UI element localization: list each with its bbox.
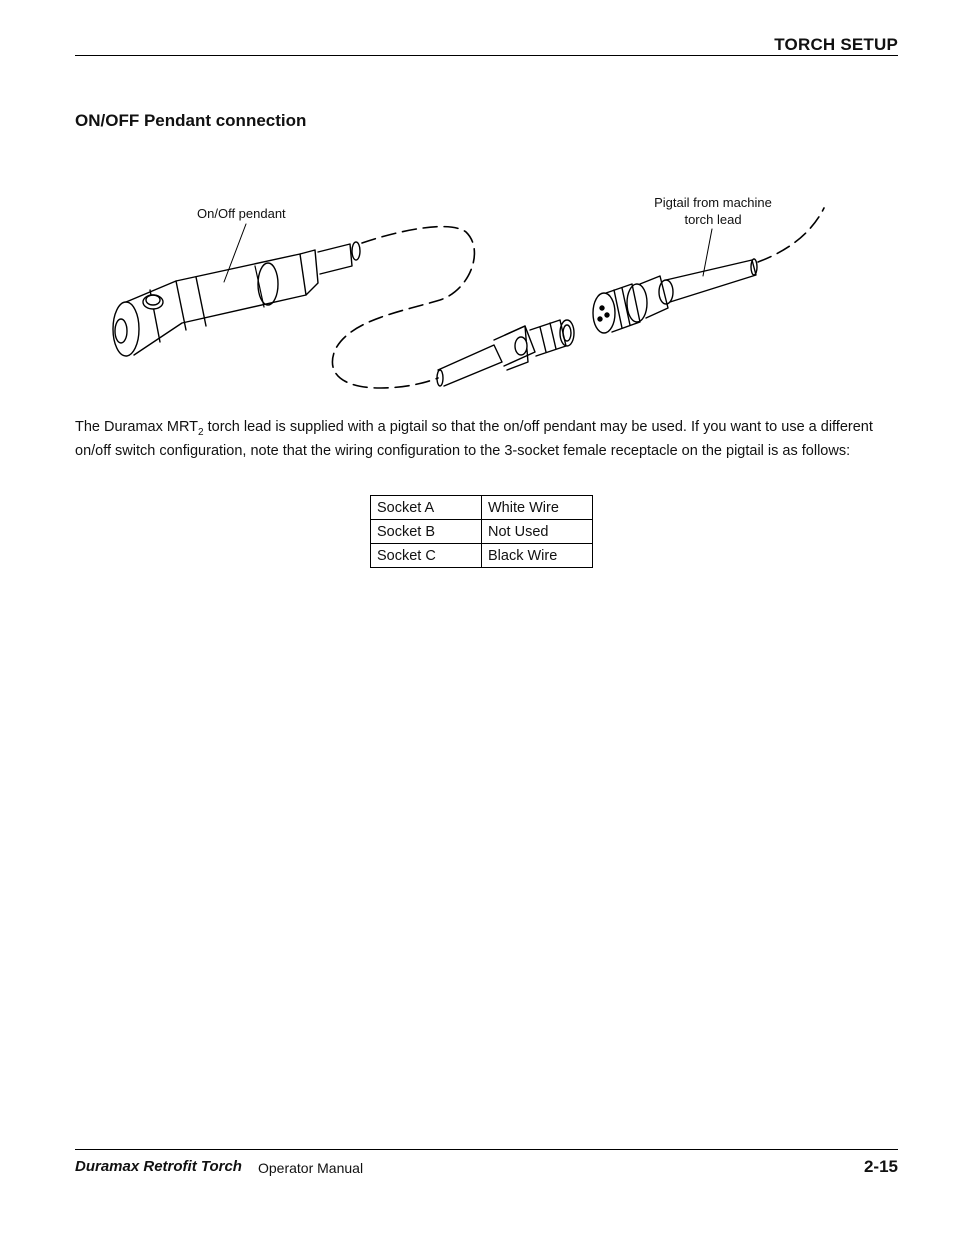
on-off-pendant-drawing <box>113 242 360 356</box>
socket-cell: Socket C <box>371 544 482 568</box>
footer-manual-title: Duramax Retrofit Torch <box>75 1158 242 1175</box>
male-connector-drawing <box>437 320 574 386</box>
body-text-part2: torch lead is supplied with a pigtail so that the on/off pendant may be used. If you want to use a different on/off switch configuration, note that the wiring configuration to the 3-socket female receptacle on the pigtail is as follows: <box>75 419 873 459</box>
page-heading: ON/OFF Pendant connection <box>75 111 307 130</box>
body-text-part1: The Duramax MRT <box>75 419 199 435</box>
body-paragraph <box>75 418 901 461</box>
footer-rule <box>75 1149 898 1150</box>
section-title: TORCH SETUP <box>774 35 898 54</box>
socket-cell: Socket A <box>371 496 482 520</box>
body-text-subscript: 2 <box>198 426 204 438</box>
wire-cell: Black Wire <box>482 544 593 568</box>
wire-cell: Not Used <box>482 520 593 544</box>
page-number: 2-15 <box>863 1157 898 1176</box>
callout-pigtail-line2: torch lead <box>684 212 742 227</box>
pigtail-cord-dashed <box>758 208 824 262</box>
pendant-leader-line <box>224 224 246 282</box>
socket-cell: Socket B <box>371 520 482 544</box>
header-rule <box>75 55 898 56</box>
table-row <box>371 496 593 520</box>
table-row <box>371 544 593 568</box>
wire-cell: White Wire <box>482 496 593 520</box>
footer-manual-subtitle: Operator Manual <box>258 1160 364 1176</box>
wiring-table <box>370 495 593 568</box>
callout-pigtail-line1: Pigtail from machine <box>654 195 772 210</box>
callout-on-off-pendant: On/Off pendant <box>197 206 286 221</box>
table-row <box>371 520 593 544</box>
female-receptacle-drawing <box>593 259 757 333</box>
pendant-connection-illustration <box>100 185 840 400</box>
